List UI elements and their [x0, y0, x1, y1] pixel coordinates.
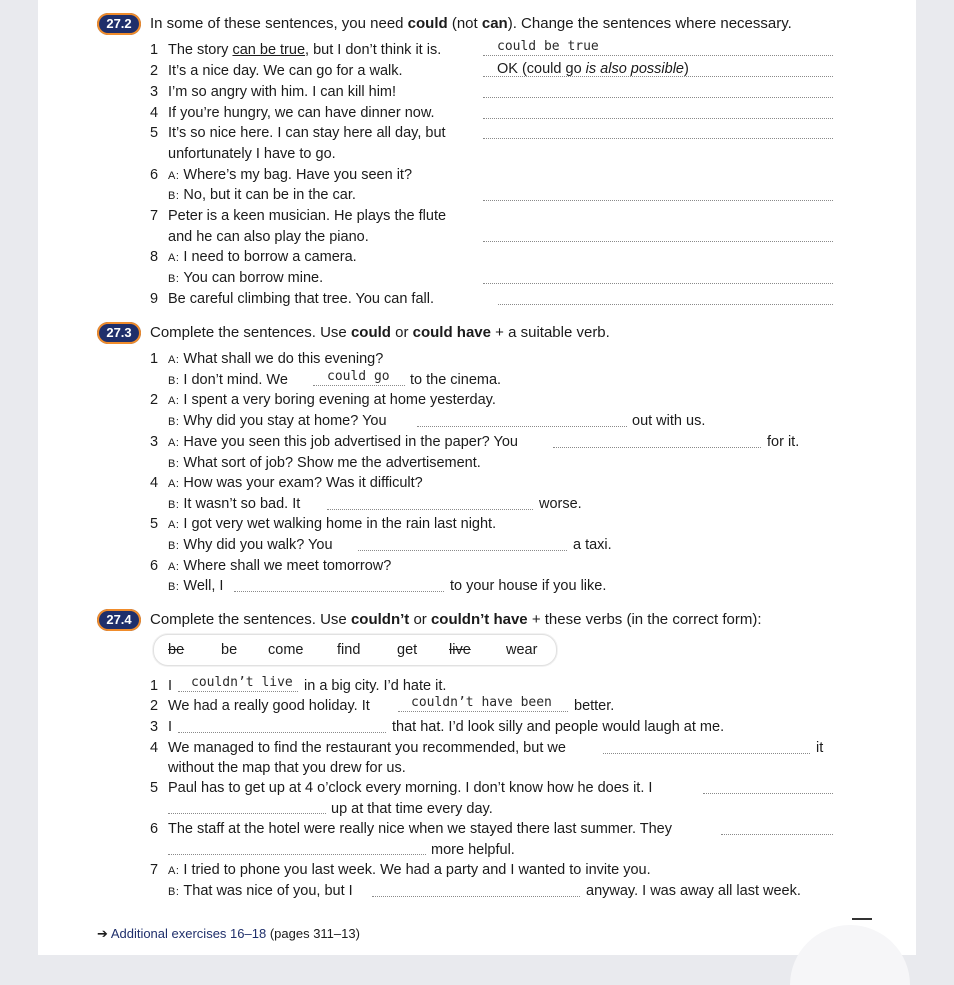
sentence-end: anyway. I was away all last week. [586, 883, 801, 899]
answer-line[interactable] [168, 813, 326, 814]
verb-live-crossed: live [449, 642, 471, 658]
sentence-end: better. [574, 698, 615, 714]
sentence: Be careful climbing that tree. You can fall. [168, 291, 434, 307]
exercise-27-2-instruction: In some of these sentences, you need could (not can). Change the sentences where necessary. [150, 15, 792, 32]
page-mark [852, 918, 872, 920]
sentence-start: Paul has to get up at 4 o’clock every morning. I don’t know how he does it. I [168, 780, 653, 796]
dialogue-line-a: A: Where shall we meet tomorrow? [168, 558, 392, 574]
answer-line[interactable] [483, 283, 833, 284]
exercise-badge-27-3: 27.3 [97, 322, 141, 344]
dialogue-line-a: A: I spent a very boring evening at home yesterday. [168, 392, 496, 408]
sentence-start: I [168, 719, 173, 735]
sentence: without the map that you drew for us. [168, 760, 406, 776]
answer-line[interactable] [178, 691, 298, 692]
dialogue-line-b: B: Why did you stay at home? You [168, 413, 387, 429]
item-number: 6 [150, 821, 159, 837]
dialogue-line-b: B: I don’t mind. We [168, 372, 288, 388]
answer-text: couldn’t live [191, 675, 293, 690]
exercise-badge-27-4: 27.4 [97, 609, 141, 631]
verb-be-crossed: be [168, 642, 185, 658]
item-number: 4 [150, 475, 159, 491]
dialogue-line-b: B: Why did you walk? You [168, 537, 333, 553]
dialogue-line-a: A: Have you seen this job advertised in the paper? You [168, 434, 518, 450]
item-number: 4 [150, 740, 159, 756]
item-number: 1 [150, 351, 159, 367]
dialogue-line-b: B: You can borrow mine. [168, 270, 324, 286]
item-number: 2 [150, 63, 159, 79]
answer-line[interactable] [234, 591, 444, 592]
answer-line[interactable] [603, 753, 810, 754]
sentence-start: We had a really good holiday. It [168, 698, 370, 714]
answer-text: could go [327, 369, 390, 384]
answer-line[interactable] [721, 834, 833, 835]
dialogue-line-a: A: I need to borrow a camera. [168, 249, 357, 265]
sentence-start: The staff at the hotel were really nice when we stayed there last summer. They [168, 821, 672, 837]
item-number: 6 [150, 558, 159, 574]
answer-line[interactable] [483, 200, 833, 201]
dialogue-line-b: B: That was nice of you, but I [168, 883, 353, 899]
item-number: 6 [150, 167, 159, 183]
sentence: If you’re hungry, we can have dinner now. [168, 105, 435, 121]
item-number: 5 [150, 516, 159, 532]
answer-line[interactable] [483, 76, 833, 77]
item-number: 7 [150, 862, 159, 878]
sentence-start: We managed to find the restaurant you recommended, but we [168, 740, 566, 756]
item-number: 3 [150, 84, 159, 100]
verb-find: find [337, 642, 361, 658]
dialogue-line-a: A: I got very wet walking home in the rain last night. [168, 516, 497, 532]
sentence-end: to your house if you like. [450, 578, 607, 594]
answer-line[interactable] [313, 385, 405, 386]
exercise-27-4-instruction: Complete the sentences. Use couldn’t or couldn’t have + these verbs (in the correct form): [150, 611, 762, 628]
item-number: 5 [150, 780, 159, 796]
verb-be: be [221, 642, 238, 658]
sentence-start: I [168, 678, 173, 694]
item-number: 8 [150, 249, 159, 265]
sentence-end: that hat. I’d look silly and people would laugh at me. [392, 719, 725, 735]
dialogue-line-b: B: Well, I [168, 578, 224, 594]
answer-line[interactable] [372, 896, 580, 897]
sentence-end: to the cinema. [410, 372, 502, 388]
answer-line[interactable] [483, 118, 833, 119]
exercise-badge-27-2: 27.2 [97, 13, 141, 35]
item-number: 5 [150, 125, 159, 141]
answer-line[interactable] [703, 793, 833, 794]
answer-text: OK (could go is also possible) [497, 61, 689, 77]
answer-text: couldn’t have been [411, 695, 552, 710]
sentence: I’m so angry with him. I can kill him! [168, 84, 397, 100]
sentence: and he can also play the piano. [168, 229, 369, 245]
sentence-end: for it. [767, 434, 800, 450]
answer-line[interactable] [168, 854, 426, 855]
dialogue-line-a: A: How was your exam? Was it difficult? [168, 475, 423, 491]
answer-line[interactable] [483, 241, 833, 242]
sentence: It’s so nice here. I can stay here all day, but [168, 125, 446, 141]
answer-line[interactable] [327, 509, 533, 510]
sentence: It’s a nice day. We can go for a walk. [168, 63, 403, 79]
sentence-end: in a big city. I’d hate it. [304, 678, 447, 694]
item-number: 2 [150, 392, 159, 408]
additional-exercises-link[interactable]: ➔ Additional exercises 16–18 (pages 311–13) [97, 926, 360, 941]
dialogue-line-b: B: It wasn’t so bad. It [168, 496, 301, 512]
answer-line[interactable] [398, 711, 568, 712]
item-number: 4 [150, 105, 159, 121]
sentence-end: up at that time every day. [331, 801, 493, 817]
answer-line[interactable] [498, 304, 833, 305]
item-number: 2 [150, 698, 159, 714]
dialogue-line-a: A: Where’s my bag. Have you seen it? [168, 167, 413, 183]
answer-text: could be true [497, 39, 599, 54]
sentence: unfortunately I have to go. [168, 146, 336, 162]
dialogue-line-b: B: What sort of job? Show me the advertisement. [168, 455, 481, 471]
item-number: 1 [150, 678, 159, 694]
answer-line[interactable] [483, 55, 833, 56]
item-number: 3 [150, 719, 159, 735]
verb-get: get [397, 642, 418, 658]
answer-line[interactable] [483, 138, 833, 139]
sentence-end: it [816, 740, 824, 756]
answer-line[interactable] [483, 97, 833, 98]
item-number: 7 [150, 208, 159, 224]
exercise-27-3-instruction: Complete the sentences. Use could or could have + a suitable verb. [150, 324, 610, 341]
verb-come: come [268, 642, 304, 658]
dialogue-line-a: A: I tried to phone you last week. We had a party and I wanted to invite you. [168, 862, 651, 878]
item-number: 9 [150, 291, 159, 307]
sentence-end: out with us. [632, 413, 706, 429]
sentence: Peter is a keen musician. He plays the flute [168, 208, 447, 224]
dialogue-line-b: B: No, but it can be in the car. [168, 187, 356, 203]
dialogue-line-a: A: What shall we do this evening? [168, 351, 384, 367]
sentence-end: more helpful. [431, 842, 515, 858]
sentence-end: worse. [539, 496, 582, 512]
answer-line[interactable] [417, 426, 627, 427]
sentence-end: a taxi. [573, 537, 612, 553]
item-number: 3 [150, 434, 159, 450]
answer-line[interactable] [178, 732, 386, 733]
answer-line[interactable] [553, 447, 761, 448]
answer-line[interactable] [358, 550, 567, 551]
verb-wear: wear [506, 642, 538, 658]
sentence: The story can be true, but I don’t think it is. [168, 42, 442, 58]
item-number: 1 [150, 42, 159, 58]
